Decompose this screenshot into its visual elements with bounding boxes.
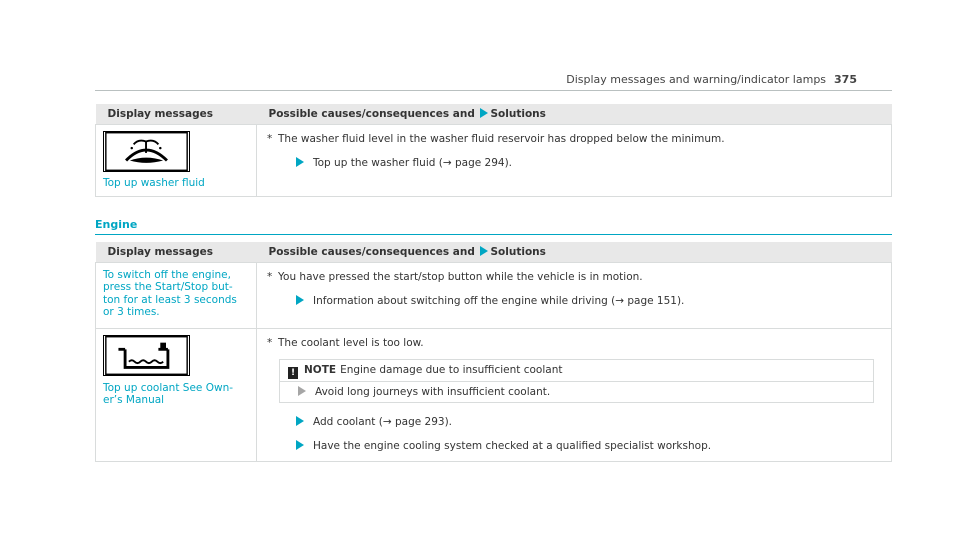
col-display-messages: Display messages: [96, 104, 257, 124]
solution-arrow-icon: [296, 295, 304, 305]
solution-step: Top up the washer fluid (→ page 294).: [296, 156, 881, 170]
exclamation-icon: !: [288, 367, 298, 379]
display-message-cell: [96, 124, 257, 196]
cause-item: * The washer fluid level in the washer fluid reservoir has dropped below the minimum.: [267, 132, 725, 145]
message-line: To switch off the engine,: [103, 268, 231, 281]
solution-arrow-icon: [296, 157, 304, 167]
washer-fluid-icon: [103, 131, 190, 172]
section-rule: [95, 234, 892, 235]
cause-item: * You have pressed the start/stop button while the vehicle is in motion.: [267, 270, 643, 283]
note-arrow-icon: [298, 386, 306, 396]
message-line: or 3 times.: [103, 306, 160, 318]
message-text: Top up washer fluid: [103, 176, 205, 189]
coolant-icon: [103, 335, 190, 376]
note-label: NOTE: [304, 363, 337, 376]
message-line: Top up coolant See Own-: [103, 381, 234, 394]
running-header-title: Display messages and warning/indicator lamps: [566, 73, 827, 86]
table-header-row: [96, 242, 892, 262]
table-row: [96, 124, 892, 196]
running-header: [566, 73, 857, 86]
table-header-row: [96, 104, 892, 124]
note-box: [279, 359, 874, 403]
page-number: 375: [834, 73, 857, 86]
note-step: Avoid long journeys with insufficient coolant.: [280, 381, 873, 402]
table-row: [96, 328, 892, 461]
solution-arrow-icon: [480, 108, 488, 118]
cause-solution-cell: [257, 124, 892, 196]
message-line: er’s Manual: [103, 394, 165, 406]
cause-solution-cell: [257, 328, 892, 461]
note-text: Engine damage due to insufficient coolant: [340, 363, 563, 376]
washer-message-table: [95, 104, 892, 197]
note-header: [280, 360, 873, 381]
solution-step: Add coolant (→ page 293).: [296, 415, 881, 429]
display-message-cell: [96, 262, 257, 328]
cause-item: * The coolant level is too low.: [267, 336, 424, 349]
col-display-messages: Display messages: [96, 242, 257, 262]
header-rule: [95, 90, 892, 91]
solution-step: Have the engine cooling system checked at a qualified specialist workshop.: [296, 439, 881, 453]
section-title: Engine: [95, 218, 138, 231]
engine-message-table: [95, 242, 892, 462]
message-line: press the Start/Stop but-: [103, 281, 233, 293]
col-causes-solutions: Possible causes/consequences and Solutions: [257, 104, 892, 124]
col-causes-solutions: Possible causes/consequences and Solutions: [257, 242, 892, 262]
solution-step: Information about switching off the engine while driving (→ page 151).: [296, 294, 881, 308]
display-message-cell: [96, 328, 257, 461]
message-line: ton for at least 3 seconds: [103, 293, 237, 306]
table-row: [96, 262, 892, 328]
solution-arrow-icon: [480, 246, 488, 256]
cause-solution-cell: [257, 262, 892, 328]
solution-arrow-icon: [296, 416, 304, 426]
solution-arrow-icon: [296, 440, 304, 450]
